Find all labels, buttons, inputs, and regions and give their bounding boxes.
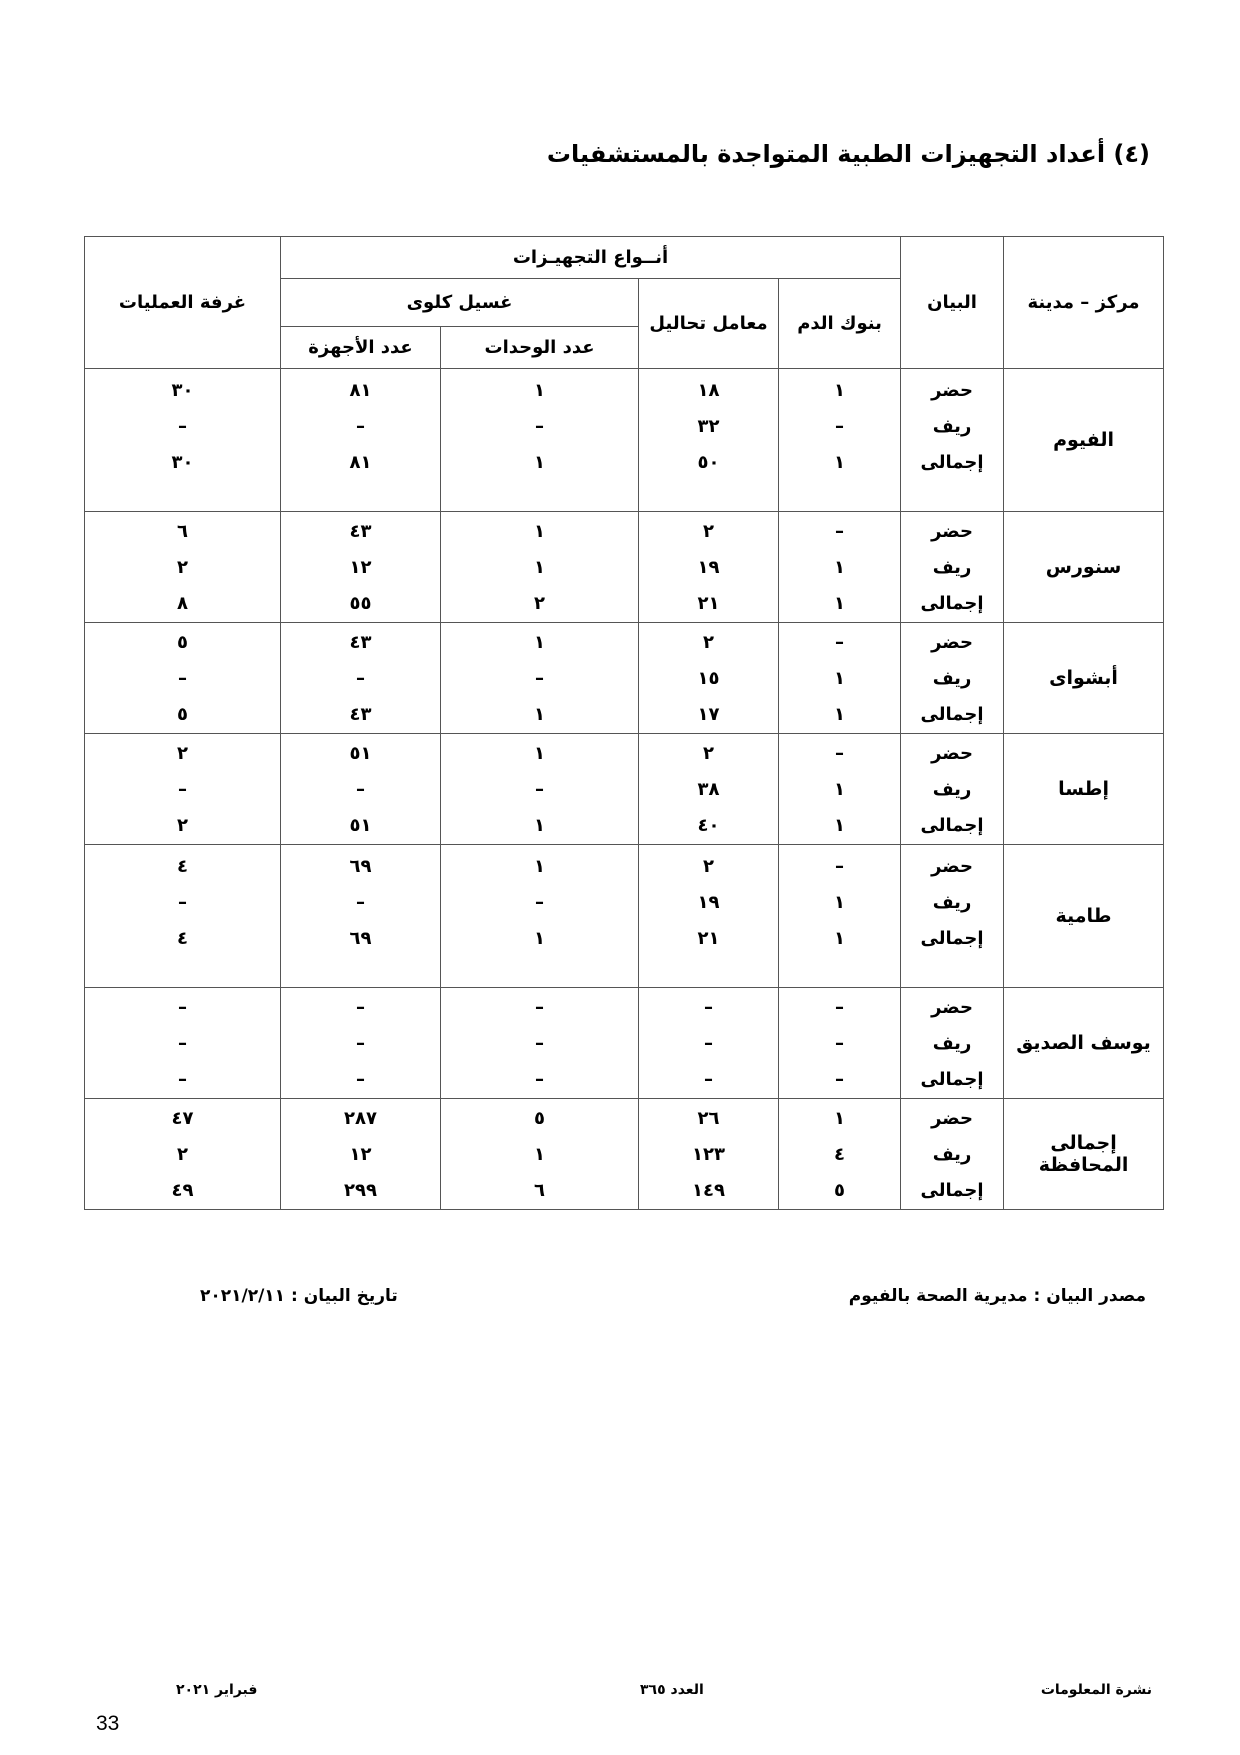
ops-cell: [85, 512, 281, 623]
devices-value: ٦٩: [349, 928, 372, 949]
ops-value: ٤: [177, 856, 188, 877]
devices-value: –: [356, 1033, 366, 1054]
footer-month: فبراير ٢٠٢١: [176, 1682, 258, 1698]
devices-cell: [281, 623, 441, 734]
devices-cell: [281, 512, 441, 623]
labs-value: ٢١: [697, 928, 720, 949]
table-row: [85, 845, 1164, 988]
units-value: ١: [534, 1144, 546, 1165]
devices-value: –: [356, 779, 366, 800]
ops-value: –: [178, 892, 187, 913]
blood-cell: [779, 623, 901, 734]
labs-cell: [639, 988, 779, 1099]
header-equipment-types: أنــواع التجهيـزات: [281, 237, 901, 279]
statement-label: إجمالى: [920, 1180, 984, 1201]
devices-value: ٢٨٧: [344, 1108, 377, 1129]
devices-value: ١٢: [349, 1144, 372, 1165]
blood-value: –: [835, 416, 845, 437]
labs-cell: [639, 369, 779, 512]
blood-value: –: [835, 1069, 845, 1090]
header-devices-count: عدد الأجهزة: [281, 327, 441, 369]
units-value: ١: [534, 928, 546, 949]
statement-label: ريف: [932, 892, 972, 913]
blood-value: –: [835, 743, 845, 764]
header-city: مركز – مدينة: [1004, 237, 1164, 369]
statement-cell: [901, 734, 1004, 845]
devices-value: ٤٣: [349, 521, 372, 542]
ops-value: ٤٩: [171, 1180, 194, 1201]
statement-label: حضر: [931, 997, 973, 1018]
ops-cell: [85, 623, 281, 734]
blood-value: ١: [834, 1108, 846, 1129]
ops-value: ٣٠: [171, 380, 194, 401]
table-row: [85, 734, 1164, 845]
statement-label: إجمالى: [920, 928, 984, 949]
ops-value: –: [178, 1069, 187, 1090]
devices-value: ٥١: [349, 743, 372, 764]
statement-label: ريف: [932, 416, 972, 437]
statement-label: حضر: [931, 632, 973, 653]
blood-value: –: [835, 856, 845, 877]
city-cell: إجمالى المحافظة: [1004, 1099, 1164, 1210]
labs-value: ٢١: [697, 593, 720, 614]
ops-cell: [85, 988, 281, 1099]
blood-value: ١: [834, 928, 846, 949]
devices-value: ١٢: [349, 557, 372, 578]
labs-value: ١٩: [697, 892, 720, 913]
labs-value: ٣٨: [697, 779, 720, 800]
header-labs: معامل تحاليل: [639, 279, 779, 369]
blood-value: –: [835, 521, 845, 542]
header-operating-rooms: غرفة العمليات: [85, 237, 281, 369]
data-source: مصدر البيان : مديرية الصحة بالفيوم: [848, 1286, 1146, 1306]
devices-value: –: [356, 892, 366, 913]
labs-value: –: [704, 1033, 714, 1054]
units-cell: [441, 845, 639, 988]
units-value: –: [535, 1069, 545, 1090]
units-value: –: [535, 668, 545, 689]
units-cell: [441, 1099, 639, 1210]
statement-label: ريف: [932, 557, 972, 578]
city-cell: إطسا: [1004, 734, 1164, 845]
labs-cell: [639, 734, 779, 845]
units-value: ٦: [534, 1180, 546, 1201]
blood-value: ١: [834, 380, 846, 401]
statement-label: حضر: [931, 1108, 973, 1129]
city-cell: أبشواى: [1004, 623, 1164, 734]
devices-value: ٢٩٩: [344, 1180, 377, 1201]
blood-value: ١: [834, 815, 846, 836]
units-value: ٢: [534, 593, 546, 614]
blood-value: ١: [834, 704, 846, 725]
units-cell: [441, 988, 639, 1099]
units-value: –: [535, 892, 545, 913]
blood-cell: [779, 369, 901, 512]
ops-value: –: [178, 416, 187, 437]
units-value: ١: [534, 632, 546, 653]
statement-label: حضر: [931, 380, 973, 401]
ops-cell: [85, 845, 281, 988]
table-row: [85, 623, 1164, 734]
statement-label: إجمالى: [920, 1069, 984, 1090]
units-value: ١: [534, 380, 546, 401]
statement-cell: [901, 1099, 1004, 1210]
devices-value: ٨١: [349, 452, 372, 473]
labs-value: ٢: [703, 632, 715, 653]
statement-label: إجمالى: [920, 815, 984, 836]
city-cell: الفيوم: [1004, 369, 1164, 512]
statement-label: حضر: [931, 743, 973, 764]
labs-value: –: [704, 1069, 714, 1090]
labs-cell: [639, 1099, 779, 1210]
ops-value: –: [178, 1033, 187, 1054]
blood-value: ٥: [834, 1180, 846, 1201]
units-value: ٥: [534, 1108, 546, 1129]
units-value: ١: [534, 704, 546, 725]
header-units-count: عدد الوحدات: [441, 327, 639, 369]
ops-value: ٢: [177, 1144, 188, 1165]
units-value: ١: [534, 452, 546, 473]
statement-label: حضر: [931, 856, 973, 877]
header-statement: البيان: [901, 237, 1004, 369]
statement-label: إجمالى: [920, 593, 984, 614]
blood-cell: [779, 512, 901, 623]
blood-cell: [779, 845, 901, 988]
devices-value: –: [356, 997, 366, 1018]
table-row: [85, 988, 1164, 1099]
devices-value: ٥٥: [349, 593, 372, 614]
devices-value: ٦٩: [349, 856, 372, 877]
table-row: [85, 369, 1164, 512]
blood-cell: [779, 734, 901, 845]
table-row: [85, 1099, 1164, 1210]
header-blood-banks: بنوك الدم: [779, 279, 901, 369]
ops-value: ٨: [177, 593, 188, 614]
labs-value: ٢: [703, 856, 715, 877]
devices-cell: [281, 369, 441, 512]
ops-value: ٤٧: [171, 1108, 194, 1129]
units-value: ١: [534, 856, 546, 877]
labs-value: ٥٠: [697, 452, 720, 473]
statement-cell: [901, 845, 1004, 988]
ops-cell: [85, 734, 281, 845]
statement-label: ريف: [932, 1144, 972, 1165]
labs-value: ١٥: [697, 668, 720, 689]
statement-label: حضر: [931, 521, 973, 542]
ops-value: –: [178, 997, 187, 1018]
labs-cell: [639, 512, 779, 623]
ops-value: ٣٠: [171, 452, 194, 473]
labs-cell: [639, 845, 779, 988]
city-cell: سنورس: [1004, 512, 1164, 623]
blood-value: ٤: [834, 1144, 846, 1165]
statement-label: ريف: [932, 668, 972, 689]
blood-value: ١: [834, 668, 846, 689]
blood-value: ١: [834, 892, 846, 913]
ops-value: ٥: [177, 632, 188, 653]
devices-value: ٥١: [349, 815, 372, 836]
statement-label: ريف: [932, 779, 972, 800]
labs-value: ٢٦: [697, 1108, 720, 1129]
blood-value: –: [835, 997, 845, 1018]
statement-cell: [901, 369, 1004, 512]
devices-value: –: [356, 668, 366, 689]
units-cell: [441, 512, 639, 623]
city-cell: طامية: [1004, 845, 1164, 988]
blood-value: ١: [834, 452, 846, 473]
ops-value: ٥: [177, 704, 188, 725]
devices-cell: [281, 734, 441, 845]
labs-value: ٤٠: [697, 815, 720, 836]
blood-value: ١: [834, 557, 846, 578]
statement-label: ريف: [932, 1033, 972, 1054]
units-cell: [441, 623, 639, 734]
blood-value: –: [835, 1033, 845, 1054]
header-dialysis: غسيل كلوى: [281, 279, 639, 327]
table-row: [85, 512, 1164, 623]
units-value: ١: [534, 521, 546, 542]
page-title: (٤) أعداد التجهيزات الطبية المتواجدة بالمستشفيات: [546, 140, 1150, 168]
labs-value: ٣٢: [697, 416, 720, 437]
ops-value: –: [178, 779, 187, 800]
units-value: –: [535, 997, 545, 1018]
devices-cell: [281, 1099, 441, 1210]
units-cell: [441, 369, 639, 512]
units-value: ١: [534, 815, 546, 836]
blood-value: ١: [834, 779, 846, 800]
labs-cell: [639, 623, 779, 734]
units-value: –: [535, 416, 545, 437]
ops-value: –: [178, 668, 187, 689]
devices-value: –: [356, 416, 366, 437]
blood-cell: [779, 1099, 901, 1210]
devices-cell: [281, 988, 441, 1099]
data-date: تاريخ البيان : ٢٠٢١/٢/١١: [200, 1286, 398, 1306]
units-value: –: [535, 779, 545, 800]
labs-value: –: [704, 997, 714, 1018]
labs-value: ١٧: [697, 704, 720, 725]
blood-value: –: [835, 632, 845, 653]
labs-value: ١٨: [697, 380, 720, 401]
units-value: ١: [534, 557, 546, 578]
labs-value: ٢: [703, 743, 715, 764]
units-value: –: [535, 1033, 545, 1054]
ops-cell: [85, 369, 281, 512]
footer-issue: العدد ٣٦٥: [640, 1682, 704, 1698]
devices-value: ٤٣: [349, 704, 372, 725]
page-number: 33: [96, 1712, 120, 1735]
ops-value: ٢: [177, 557, 188, 578]
equipment-table: [84, 236, 1164, 1210]
blood-cell: [779, 988, 901, 1099]
units-value: ١: [534, 743, 546, 764]
ops-cell: [85, 1099, 281, 1210]
labs-value: ٢: [703, 521, 715, 542]
statement-cell: [901, 988, 1004, 1099]
statement-label: إجمالى: [920, 452, 984, 473]
ops-value: ٢: [177, 815, 188, 836]
units-cell: [441, 734, 639, 845]
devices-value: –: [356, 1069, 366, 1090]
statement-cell: [901, 623, 1004, 734]
city-cell: يوسف الصديق: [1004, 988, 1164, 1099]
ops-value: ٦: [177, 521, 188, 542]
blood-value: ١: [834, 593, 846, 614]
devices-value: ٨١: [349, 380, 372, 401]
labs-value: ١٩: [697, 557, 720, 578]
labs-value: ١٢٣: [692, 1144, 726, 1165]
devices-cell: [281, 845, 441, 988]
devices-value: ٤٣: [349, 632, 372, 653]
ops-value: ٢: [177, 743, 188, 764]
ops-value: ٤: [177, 928, 188, 949]
labs-value: ١٤٩: [692, 1180, 726, 1201]
footer-publication: نشرة المعلومات: [1040, 1682, 1152, 1698]
statement-cell: [901, 512, 1004, 623]
statement-label: إجمالى: [920, 704, 984, 725]
